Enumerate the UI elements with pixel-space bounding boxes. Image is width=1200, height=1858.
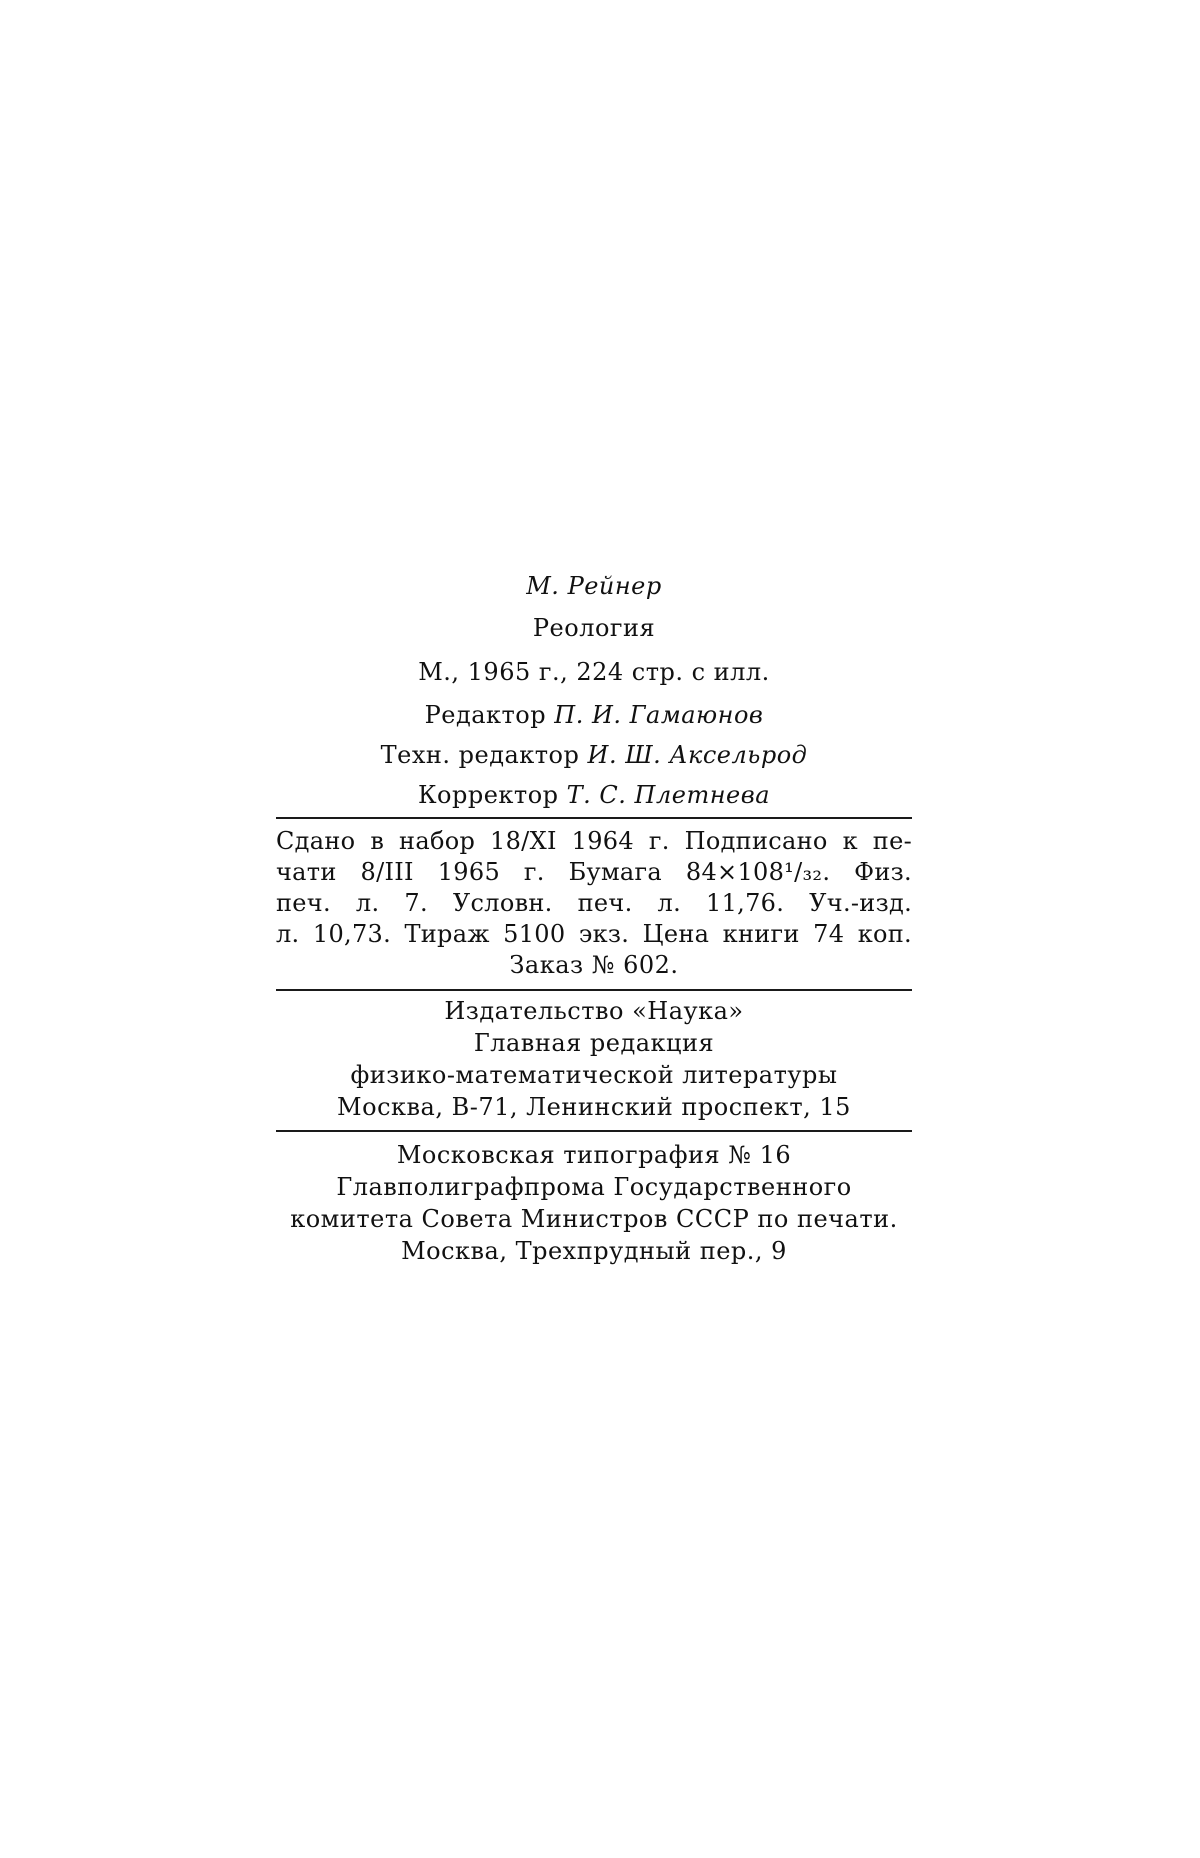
divider-rule	[276, 1130, 912, 1132]
divider-rule	[276, 989, 912, 991]
production-line: л. 10,73. Тираж 5100 экз. Цена книги 74 коп.	[276, 920, 912, 948]
proofreader-label: Корректор	[417, 781, 559, 809]
editor-line	[276, 699, 912, 731]
tech-editor-label: Техн. редактор	[380, 741, 580, 769]
tech-editor-name: И. Ш. Аксельрод	[587, 741, 808, 769]
printer-line: Московская типография № 16	[396, 1141, 792, 1169]
production-line: Сдано в набор 18/XI 1964 г. Подписано к пе-	[276, 827, 912, 855]
publisher-line: Издательство «Наука»	[444, 997, 744, 1025]
production-line: печ. л. 7. Условн. печ. л. 11,76. Уч.-изд.	[276, 889, 912, 917]
publisher-line: физико-математической литературы	[350, 1061, 838, 1089]
proofreader-name: Т. С. Плетнева	[566, 781, 771, 809]
printer-line: Москва, Трехпрудный пер., 9	[401, 1237, 787, 1265]
printer-line: комитета Совета Министров СССР по печати.	[290, 1205, 898, 1233]
book-title: Реология	[532, 614, 656, 642]
proofreader-line	[276, 779, 912, 811]
production-line: чати 8/III 1965 г. Бумага 84×108¹/₃₂. Физ.	[276, 858, 912, 886]
publisher-line: Главная редакция	[473, 1029, 715, 1057]
editor-name: П. И. Гамаюнов	[554, 701, 764, 729]
publisher-line: Москва, В-71, Ленинский проспект, 15	[337, 1093, 851, 1121]
publication-info: М., 1965 г., 224 стр. с илл.	[418, 658, 770, 686]
order-number: Заказ № 602.	[509, 951, 679, 979]
tech-editor-line	[276, 739, 912, 771]
author-name: М. Рейнер	[526, 572, 662, 600]
editor-label: Редактор	[424, 701, 547, 729]
divider-rule	[276, 817, 912, 819]
printer-line: Главполиграфпрома Государственного	[336, 1173, 852, 1201]
